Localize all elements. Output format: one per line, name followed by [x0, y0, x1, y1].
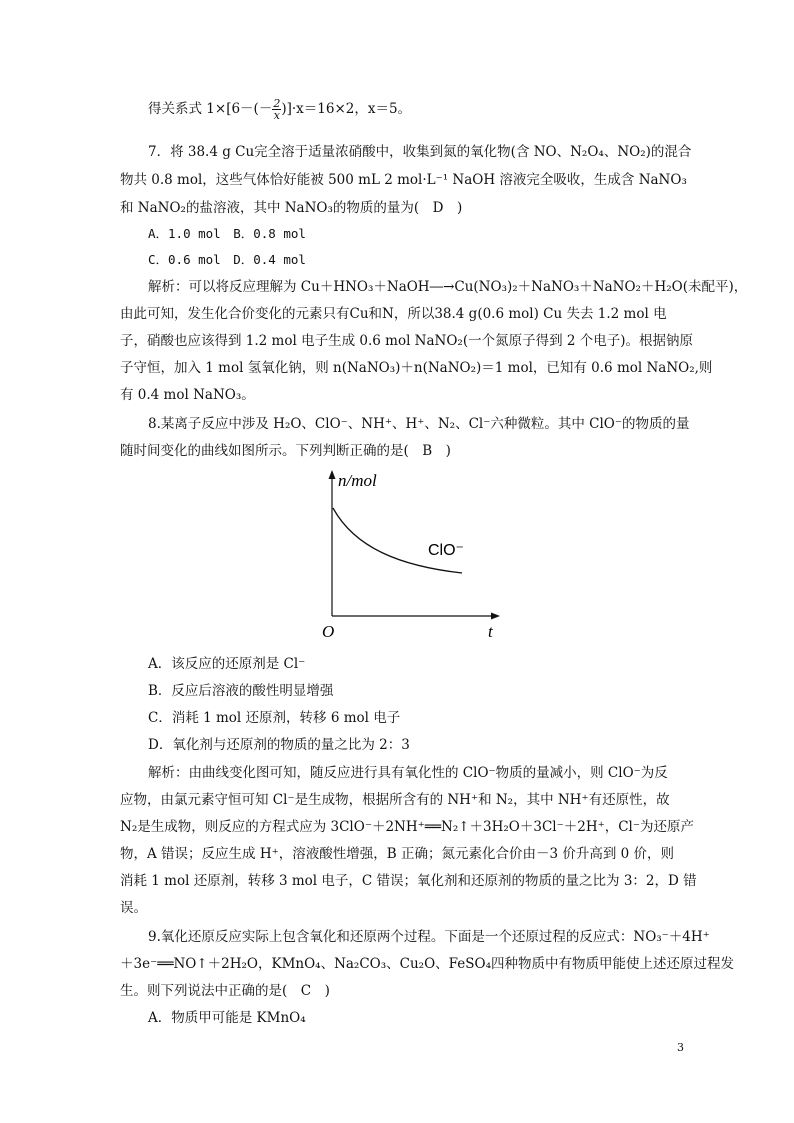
q8-stem-line2: 随时间变化的曲线如图所示。下列判断正确的是( B ) — [120, 443, 451, 459]
q9-option-a: A．物质甲可能是 KMnO₄ — [148, 1010, 306, 1026]
q7-stem-line3: 和 NaNO₂的盐溶液，其中 NaNO₃的物质的量为( D ) — [120, 200, 463, 216]
q7-explanation-3: 子，硝酸也应该得到 1.2 mol 电子生成 0.6 mol NaNO₂(一个氮原子得到 2 个电子)。根据钠原 — [120, 333, 694, 349]
q9-stem-line1: 9.氧化还原反应实际上包含氧化和还原两个过程。下面是一个还原过程的反应式：NO₃⁻＋4H⁺ — [148, 929, 710, 945]
q8-explanation-1: 解析：由曲线变化图可知，随反应进行具有氧化性的 ClO⁻物质的量减小，则 ClO⁻为反 — [148, 765, 668, 781]
x-axis-arrow — [491, 613, 500, 620]
q8-explanation-3: N₂是生成物，则反应的方程式应为 3ClO⁻＋2NH⁺══N₂↑＋3H₂O＋3Cl⁻＋2H⁺，Cl⁻为还原产 — [120, 819, 694, 835]
q7-stem-line1: 7．将 38.4 g Cu完全溶于适量浓硝酸中，收集到氮的氧化物(含 NO、N₂O₄、NO₂)的混合 — [148, 144, 692, 160]
q7-explanation-5: 有 0.4 mol NaNO₃。 — [120, 387, 255, 403]
clo-curve — [333, 508, 462, 573]
q8-explanation-5: 消耗 1 mol 还原剂，转移 3 mol 电子，C 错误；氧化剂和还原剂的物质的量之比为 3：2，D 错 — [120, 873, 697, 889]
origin-label: O — [322, 622, 335, 641]
q8-explanation-6: 误。 — [120, 900, 147, 916]
q6-relation: 得关系式 1×[6－(－ $\frac{2}{x}$ )]·x＝16×2，x＝5。 — [148, 97, 412, 122]
q7-options-ab: A．1.0 mol B．0.8 mol — [148, 226, 306, 241]
q8-explanation-4: 物，A 错误；反应生成 H⁺，溶液酸性增强，B 正确；氮元素化合价由－3 价升高到 0 价，则 — [120, 846, 674, 862]
y-axis-arrow — [329, 470, 336, 479]
q7-explanation-1: 解析：可以将反应理解为 Cu＋HNO₃＋NaOH―→Cu(NO₃)₂＋NaNO₃＋NaNO₂＋H₂O(未配平)， — [148, 279, 748, 295]
q7-explanation-2: 由此可知，发生化合价变化的元素只有Cu和N，所以38.4 g(0.6 mol) Cu 失去 1.2 mol 电 — [120, 306, 667, 322]
q9-stem-line3: 生。则下列说法中正确的是( C ) — [120, 983, 330, 999]
q7-explanation-4: 子守恒，加入 1 mol 氢氧化钠，则 n(NaNO₃)＋n(NaNO₂)＝1 mol，已知有 0.6 mol NaNO₂,则 — [120, 360, 713, 376]
q8-stem-line1: 8.某离子反应中涉及 H₂O、ClO⁻、NH⁺、H⁺、N₂、Cl⁻六种微粒。其中 ClO⁻的物质的量 — [148, 416, 690, 432]
q8-option-c: C．消耗 1 mol 还原剂，转移 6 mol 电子 — [148, 710, 401, 726]
q7-stem-line2: 物共 0.8 mol，这些气体恰好能被 500 mL 2 mol·L⁻¹ NaOH 溶液完全吸收，生成含 NaNO₃ — [120, 172, 687, 188]
page-number: 3 — [677, 1041, 684, 1054]
q9-stem-line2: ＋3e⁻══NO↑＋2H₂O，KMnO₄、Na₂CO₃、Cu₂O、FeSO₄四种物质中有物质甲能使上述还原过程发 — [120, 956, 735, 972]
curve-label: ClO⁻ — [428, 542, 464, 559]
y-axis-label: n/mol — [338, 471, 377, 490]
q8-option-b: B．反应后溶液的酸性明显增强 — [148, 683, 334, 699]
clo-amount-graph — [310, 466, 510, 646]
q7-options-cd: C．0.6 mol D．0.4 mol — [148, 252, 306, 267]
q8-option-a: A．该反应的还原剂是 Cl⁻ — [148, 656, 306, 672]
fraction: $\frac{2}{x}$ — [273, 97, 281, 122]
q8-option-d: D．氧化剂与还原剂的物质的量之比为 2：3 — [148, 737, 410, 753]
x-axis-label: t — [488, 622, 493, 641]
q8-explanation-2: 应物，由氯元素守恒可知 Cl⁻是生成物，根据所含有的 NH⁺和 N₂，其中 NH⁺有还原性，故 — [120, 792, 670, 808]
